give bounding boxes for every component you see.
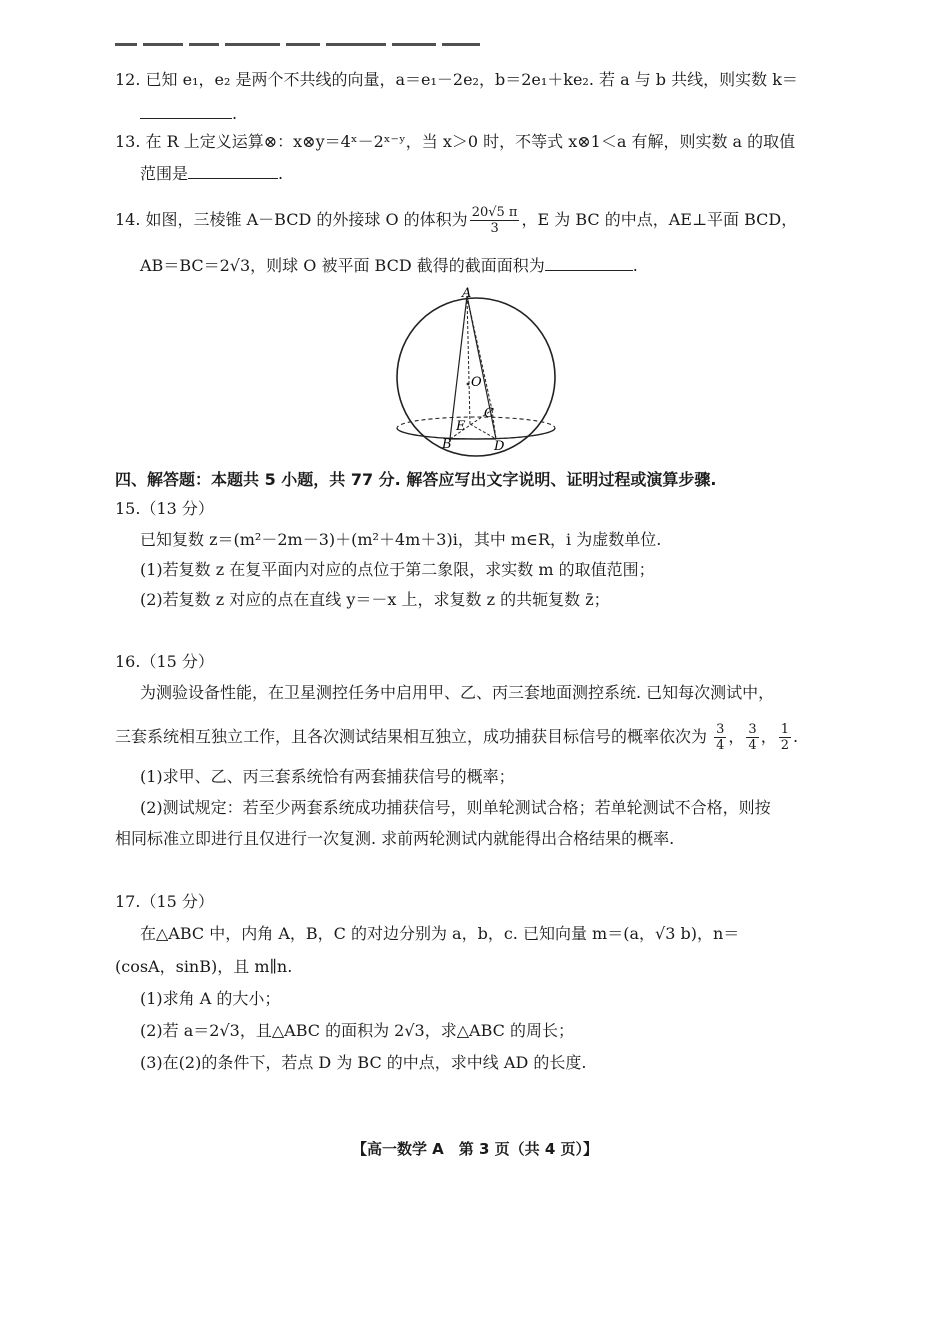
center-o-dot: [467, 383, 470, 386]
q13-answer-blank[interactable]: [188, 160, 278, 179]
q15-heading: 15.（13 分）: [115, 499, 214, 518]
q13-line2a: 范围是: [140, 164, 189, 183]
page-footer: 【高一数学 A 第 3 页（共 4 页）】: [351, 1140, 599, 1158]
q14-line1b: ，E 为 BC 的中点，AE⊥平面 BCD，: [521, 210, 798, 229]
q14-line2b: .: [632, 256, 638, 275]
label-e: E: [456, 419, 466, 434]
prob2-num: 3: [748, 722, 757, 737]
q17-line3: (1)求角 A 的大小；: [140, 989, 281, 1008]
label-b: B: [442, 437, 452, 452]
q12-answer-blank[interactable]: [140, 100, 232, 119]
prob3-num: 1: [780, 722, 789, 737]
q12-answer-line: [140, 100, 237, 126]
cut-off-header-line: [115, 36, 495, 46]
question-13: [115, 130, 795, 154]
section-4-heading: 四、解答题：本题共 5 小题，共 77 分. 解答应写出文字说明、证明过程或演算步骤.: [115, 470, 717, 489]
q14-answer-blank[interactable]: [545, 252, 633, 271]
q16-line2: 三套系统相互独立工作，且各次测试结果相互独立，成功捕获目标信号的概率依次为 $\frac{3}{4}$ ， $\frac{3}{4}$ ， $\frac{1}{2}$ .: [115, 722, 799, 753]
q15-line1: 已知复数 z＝(m²－2m－3)＋(m²＋4m＋3)i，其中 m∈R，i 为虚数单位.: [140, 530, 662, 549]
sphere-tetrahedron-figure: [388, 286, 563, 458]
q17-line2: (cosA，sinB)，且 m∥n.: [115, 957, 293, 976]
q14-frac-den: 3: [490, 221, 499, 236]
q16-heading: 16.（15 分）: [115, 652, 214, 671]
prob3-den: 2: [780, 738, 789, 753]
q13-line2: [140, 160, 283, 186]
prob2-den: 4: [748, 738, 757, 753]
q14-line2a: AB＝BC＝2√3，则球 O 被平面 BCD 截得的截面面积为: [140, 256, 545, 275]
label-o: O: [471, 375, 482, 390]
prob-fraction-3: [779, 722, 791, 753]
prob-fraction-1: [714, 722, 726, 753]
q14-line1a: 14. 如图，三棱锥 A－BCD 的外接球 O 的体积为: [115, 210, 468, 229]
q17-line5: (3)在(2)的条件下，若点 D 为 BC 的中点，求中线 AD 的长度.: [140, 1053, 587, 1072]
q17-line1: 在△ABC 中，内角 A，B，C 的对边分别为 a，b，c. 已知向量 m＝(a，√3 b)，n＝: [140, 924, 740, 943]
q14-line2: [140, 252, 638, 278]
q14-frac-num: 20√5 π: [471, 205, 518, 220]
question-14: [115, 205, 797, 236]
q12-end: .: [232, 104, 238, 123]
q14-volume-fraction: [470, 205, 520, 236]
q16-line4: (2)测试规定：若至少两套系统成功捕获信号，则单轮测试合格；若单轮测试不合格，则按: [140, 798, 771, 817]
q17-heading: 17.（15 分）: [115, 892, 214, 911]
question-12: [115, 68, 798, 92]
prob1-den: 4: [716, 738, 725, 753]
label-c: C: [484, 406, 494, 421]
q13-line2b: .: [278, 164, 284, 183]
q16-line1: 为测验设备性能，在卫星测控任务中启用甲、乙、丙三套地面测控系统. 已知每次测试中，: [140, 683, 775, 702]
segment-ed: [470, 424, 496, 439]
label-d: D: [494, 439, 505, 454]
label-a: A: [462, 286, 472, 301]
q15-line3: (2)若复数 z 对应的点在直线 y＝－x 上，求复数 z 的共轭复数 z̄；: [140, 590, 610, 609]
prob-fraction-2: [746, 722, 758, 753]
q16-line5: 相同标准立即进行且仅进行一次复测. 求前两轮测试内就能得出合格结果的概率.: [115, 829, 675, 848]
q15-line2: (1)若复数 z 在复平面内对应的点位于第二象限，求实数 m 的取值范围；: [140, 560, 655, 579]
q17-line4: (2)若 a＝2√3，且△ABC 的面积为 2√3，求△ABC 的周长；: [140, 1021, 574, 1040]
q16-line2-text: 三套系统相互独立工作，且各次测试结果相互独立，成功捕获目标信号的概率依次为: [115, 727, 708, 746]
q12-text: 12. 已知 e₁，e₂ 是两个不共线的向量，a＝e₁－2e₂，b＝2e₁＋ke₂. 若 a 与 b 共线，则实数 k＝: [115, 70, 798, 89]
prob1-num: 3: [716, 722, 725, 737]
q13-line1: 13. 在 R 上定义运算⊗：x⊗y＝4ˣ－2ˣ⁻ʸ，当 x＞0 时，不等式 x⊗1＜a 有解，则实数 a 的取值: [115, 132, 796, 151]
segment-ae: [467, 296, 470, 424]
edge-ac: [467, 296, 492, 410]
q16-line3: (1)求甲、乙、丙三套系统恰有两套捕获信号的概率；: [140, 767, 515, 786]
